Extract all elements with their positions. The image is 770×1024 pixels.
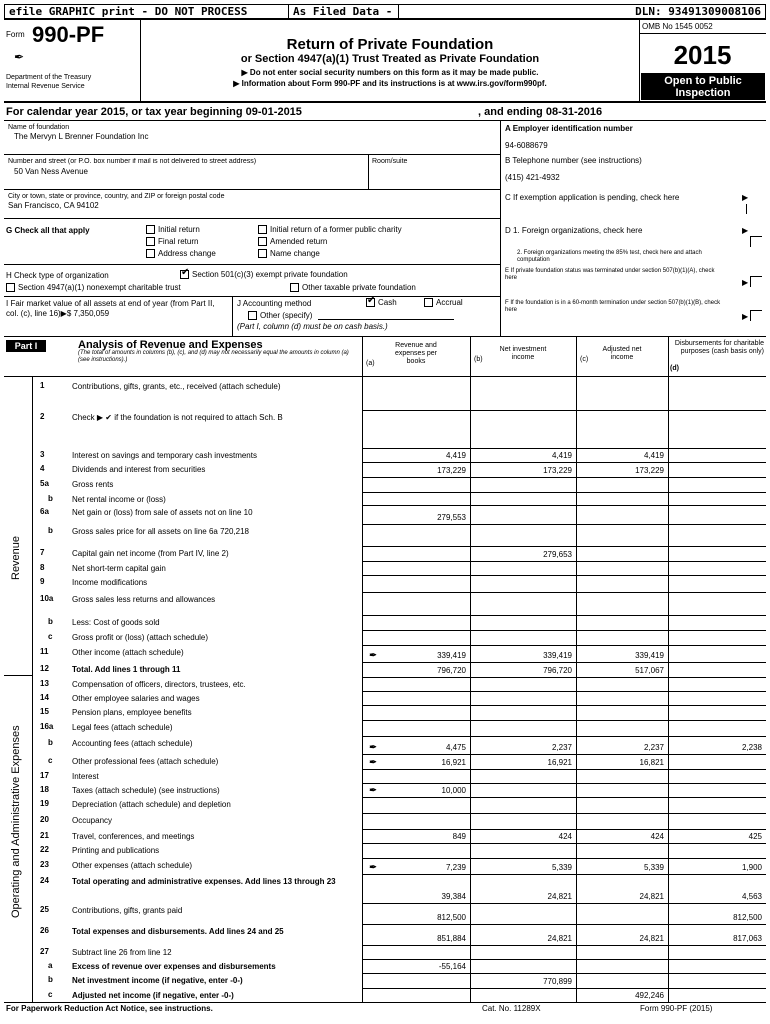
line-label: Accounting fees (attach schedule): [72, 739, 193, 748]
i-fair-market-value: I Fair market value of all assets at end of year (from Part II, col. (c), line 16)▶$ 7,350,059: [6, 299, 215, 318]
row-divider: [362, 645, 766, 646]
line-label: Pension plans, employee benefits: [72, 708, 192, 717]
form-subtitle: or Section 4947(a)(1) Trust Treated as Private Foundation: [240, 53, 540, 65]
line-label: Printing and publications: [72, 846, 160, 855]
checkbox[interactable]: [258, 249, 267, 258]
attach-schedule-icon[interactable]: ✒: [369, 785, 377, 795]
h-501c3[interactable]: ✔ Section 501(c)(3) exempt private foundation: [180, 270, 348, 279]
part1-note: (The total of amounts in columns (b), (c), and (d) may not necessarily equal the amounts in column (a) (see instructions).): [78, 350, 349, 363]
line-number: 10a: [40, 594, 54, 603]
h-other-taxable[interactable]: Other taxable private foundation: [290, 283, 416, 292]
j-cash[interactable]: ✔ Cash: [366, 298, 397, 307]
line-label: Capital gain net income (from Part IV, line 2): [72, 549, 229, 558]
line-label: Total operating and administrative expenses. Add lines 13 through 23: [72, 877, 336, 886]
f-label: F If the foundation is in a 60-month termination under section 507(b)(1)(B), check here: [505, 300, 721, 313]
row-divider: [362, 630, 766, 631]
row-divider: [362, 705, 766, 706]
row-divider: [362, 691, 766, 692]
checkbox[interactable]: [290, 283, 299, 292]
e-arrow-icon: ▶: [742, 278, 749, 287]
city-value: San Francisco, CA 94102: [8, 201, 99, 210]
amount-c: 5,339: [643, 863, 664, 872]
ein-label: A Employer identification number: [505, 124, 633, 133]
amount-a: 16,921: [441, 758, 466, 767]
g-initial-return[interactable]: Initial return: [146, 225, 200, 234]
g-amended-return[interactable]: Amended return: [258, 237, 327, 246]
row-divider: [362, 769, 766, 770]
line-number: 14: [40, 693, 49, 702]
footer-notice: For Paperwork Reduction Act Notice, see instructions.: [6, 1004, 213, 1013]
row-divider: [362, 492, 766, 493]
row-divider: [362, 988, 766, 989]
row-divider: [362, 561, 766, 562]
line-label: Depreciation (attach schedule) and depletion: [72, 800, 231, 809]
checkbox[interactable]: [146, 237, 155, 246]
year-ending: , and ending 08-31-2016: [478, 106, 603, 118]
line-label: Net investment income (if negative, enter -0-): [72, 976, 243, 985]
amount-a: 7,239: [445, 863, 466, 872]
row-divider: [362, 720, 766, 721]
g-address-change[interactable]: Address change: [146, 249, 216, 258]
line-number: 3: [40, 450, 45, 459]
line-label: Adjusted net income (if negative, enter -0-): [72, 991, 234, 1000]
line-label: Net gain or (loss) from sale of assets not on line 10: [72, 508, 253, 517]
open-inspection-badge: Open to Public Inspection: [641, 73, 765, 100]
city-label: City or town, state or province, country, and ZIP or foreign postal code: [8, 193, 225, 200]
row-divider: [362, 462, 766, 463]
row-divider: [362, 829, 766, 830]
row-divider: [362, 575, 766, 576]
amount-b: 424: [558, 832, 572, 841]
col-b-header: (b) Net investment income: [474, 346, 547, 363]
amount-b: 796,720: [543, 666, 572, 675]
line-number: 9: [40, 577, 45, 586]
amount-c: 517,067: [635, 666, 664, 675]
amount-d: 1,900: [741, 863, 762, 872]
j-label: J Accounting method: [237, 299, 312, 308]
amount-a: 173,229: [437, 466, 466, 475]
amount-b: 339,419: [543, 651, 572, 660]
line-label: Contributions, gifts, grants paid: [72, 906, 183, 915]
line-number: a: [48, 961, 53, 970]
row-divider: [362, 615, 766, 616]
row-divider: [362, 813, 766, 814]
form-prefix: Form: [6, 30, 25, 39]
line-label: Gross rents: [72, 480, 114, 489]
amount-a: 4,419: [445, 451, 466, 460]
dept-label: Department of the Treasury: [6, 74, 92, 81]
line-number: 8: [40, 563, 45, 572]
part1-title: Analysis of Revenue and Expenses: [78, 339, 263, 351]
phone-label: B Telephone number (see instructions): [505, 156, 642, 165]
amount-a: 10,000: [441, 786, 466, 795]
line-label: Travel, conferences, and meetings: [72, 832, 195, 841]
line-number: 20: [40, 815, 49, 824]
row-divider: [362, 677, 766, 678]
amount-a: 796,720: [437, 666, 466, 675]
line-number: c: [48, 990, 53, 999]
line-label: Net rental income or (loss): [72, 495, 166, 504]
h-4947[interactable]: Section 4947(a)(1) nonexempt charitable trust: [6, 283, 181, 292]
line-label: Interest: [72, 772, 99, 781]
amount-c: 492,246: [635, 991, 664, 1000]
efile-banner: [4, 4, 766, 19]
line-label: Interest on savings and temporary cash investments: [72, 451, 257, 460]
line-number: c: [48, 756, 53, 765]
amount-b: 2,237: [551, 743, 572, 752]
amount-c: 24,821: [639, 934, 664, 943]
row-divider: [362, 592, 766, 593]
part1-tag: Part I: [6, 340, 46, 352]
line-label: Other employee salaries and wages: [72, 694, 200, 703]
col-d-header: Disbursements for charitable purposes (cash basis only) (d): [670, 340, 764, 372]
row-divider: [362, 924, 766, 925]
line-number: b: [48, 617, 53, 626]
line-number: 27: [40, 947, 49, 956]
foundation-name: The Mervyn L Brenner Foundation Inc: [14, 132, 149, 141]
amount-c: 2,237: [643, 743, 664, 752]
line-number: b: [48, 738, 53, 747]
f-checkbox[interactable]: [750, 310, 762, 321]
f-arrow-icon: ▶: [742, 312, 749, 321]
line-number: c: [48, 632, 53, 641]
line-number: 26: [40, 926, 49, 935]
g-final-return[interactable]: Final return: [146, 237, 198, 246]
row-divider: [362, 858, 766, 859]
omb-number: OMB No 1545 0052: [642, 22, 713, 31]
amount-c: 24,821: [639, 892, 664, 901]
street-label: Number and street (or P.O. box number if mail is not delivered to street address): [8, 158, 257, 165]
row-divider: [362, 546, 766, 547]
row-divider: [362, 410, 766, 411]
c-arrow-icon: ▶: [742, 193, 749, 202]
d2-label: 2. Foreign organizations meeting the 85% test, check here and attach computation: [517, 250, 702, 263]
amount-a: 812,500: [437, 913, 466, 922]
amount-b: 279,653: [543, 550, 572, 559]
e-checkbox[interactable]: [750, 276, 762, 287]
checkbox[interactable]: [258, 237, 267, 246]
line-label: Other income (attach schedule): [72, 648, 184, 657]
amount-a: 39,384: [441, 892, 466, 901]
footer-form: Form 990-PF (2015): [640, 1004, 713, 1013]
c-label: C If exemption application is pending, check here: [505, 193, 680, 202]
efile-icon: ✒: [14, 50, 25, 64]
line-label: Other professional fees (attach schedule): [72, 757, 219, 766]
amount-a: 279,553: [437, 513, 466, 522]
row-divider: [362, 736, 766, 737]
line-number: 2: [40, 412, 45, 421]
row-divider: [362, 797, 766, 798]
form-number: 990-PF: [32, 22, 105, 47]
amount-c: 4,419: [643, 451, 664, 460]
line-number: 12: [40, 664, 49, 673]
line-number: 21: [40, 831, 49, 840]
checkbox[interactable]: [6, 283, 15, 292]
h-label: H Check type of organization: [6, 271, 109, 280]
side-expenses: Operating and Administrative Expenses: [10, 725, 22, 918]
room-label: Room/suite: [372, 158, 408, 165]
line-label: Excess of revenue over expenses and disbursements: [72, 962, 276, 971]
form-title: Return of Private Foundation: [286, 36, 494, 53]
amount-b: 5,339: [551, 863, 572, 872]
line-number: b: [48, 526, 53, 535]
col-a-header: (a) Revenue and expenses per books: [366, 342, 438, 367]
checkbox[interactable]: [424, 298, 433, 307]
g-former-charity[interactable]: Initial return of a former public charity: [258, 225, 402, 234]
amount-d: 4,563: [741, 892, 762, 901]
line-number: 24: [40, 876, 49, 885]
line-label: Contributions, gifts, grants, etc., received (attach schedule): [72, 382, 281, 391]
line-label: Income modifications: [72, 578, 148, 587]
line-label: Gross sales less returns and allowances: [72, 595, 216, 604]
row-divider: [362, 505, 766, 506]
side-revenue: Revenue: [10, 535, 22, 580]
line-number: 7: [40, 548, 45, 557]
row-divider: [362, 754, 766, 755]
info-note: ▶ Information about Form 990-PF and its instructions is at www.irs.gov/form990pf.: [233, 79, 547, 88]
line-number: 18: [40, 785, 49, 794]
amount-d: 817,063: [733, 934, 762, 943]
line-number: 16a: [40, 722, 54, 731]
amount-a: 4,475: [445, 743, 466, 752]
ssn-note: ▶ Do not enter social security numbers on this form as it may be made public.: [241, 68, 539, 77]
g-name-change[interactable]: Name change: [258, 249, 320, 258]
checkbox[interactable]: [146, 249, 155, 258]
d1-arrow-icon: ▶: [742, 226, 749, 235]
g-label: G Check all that apply: [6, 226, 90, 235]
line-number: 23: [40, 860, 49, 869]
tax-year: 2015: [673, 40, 732, 70]
irs-label: Internal Revenue Service: [6, 83, 85, 90]
amount-b: 24,821: [547, 934, 572, 943]
filed-label: As Filed Data -: [289, 5, 399, 18]
amount-c: 173,229: [635, 466, 664, 475]
row-divider: [362, 903, 766, 904]
line-label: Legal fees (attach schedule): [72, 723, 173, 732]
line-label: Compensation of officers, directors, trustees, etc.: [72, 680, 246, 689]
d1-label: D 1. Foreign organizations, check here: [505, 226, 643, 235]
attach-schedule-icon[interactable]: ✒: [369, 742, 377, 752]
line-label: Total. Add lines 1 through 11: [72, 665, 181, 674]
line-number: b: [48, 975, 53, 984]
line-number: 6a: [40, 507, 49, 516]
dln: DLN: 93491309008106: [635, 5, 761, 18]
line-number: 11: [40, 647, 49, 656]
checkbox-checked[interactable]: [180, 270, 189, 279]
j-other[interactable]: Other (specify): [248, 311, 312, 320]
checkbox-checked[interactable]: [366, 298, 375, 307]
line-label: Taxes (attach schedule) (see instructions): [72, 786, 220, 795]
amount-b: 24,821: [547, 892, 572, 901]
amount-d: 812,500: [733, 913, 762, 922]
row-divider: [362, 448, 766, 449]
col-c-header: (c) Adjusted net income: [580, 346, 642, 363]
amount-b: 173,229: [543, 466, 572, 475]
row-divider: [362, 662, 766, 663]
amount-a: 849: [452, 832, 466, 841]
amount-c: 339,419: [635, 651, 664, 660]
line-label: Less: Cost of goods sold: [72, 618, 160, 627]
efile-label: efile GRAPHIC print - DO NOT PROCESS: [5, 5, 289, 18]
line-number: 15: [40, 707, 49, 716]
amount-b: 4,419: [551, 451, 572, 460]
line-number: 4: [40, 464, 45, 473]
line-label: Check ▶ ✔ if the foundation is not required to attach Sch. B: [72, 413, 283, 422]
attach-schedule-icon[interactable]: ✒: [369, 862, 377, 872]
line-number: 5a: [40, 479, 49, 488]
line-number: 13: [40, 679, 49, 688]
attach-schedule-icon[interactable]: ✒: [369, 757, 377, 767]
amount-a: 339,419: [437, 651, 466, 660]
row-divider: [362, 945, 766, 946]
checkbox[interactable]: [248, 311, 257, 320]
row-divider: [362, 477, 766, 478]
amount-d: 2,238: [741, 743, 762, 752]
line-label: Other expenses (attach schedule): [72, 861, 193, 870]
line-label: Occupancy: [72, 816, 113, 825]
footer-cat: Cat. No. 11289X: [482, 1004, 541, 1013]
calendar-year: For calendar year 2015, or tax year beginning 09-01-2015: [6, 106, 302, 118]
row-divider: [362, 783, 766, 784]
attach-schedule-icon[interactable]: ✒: [369, 650, 377, 660]
row-divider: [362, 524, 766, 525]
line-number: 22: [40, 845, 49, 854]
j-note: (Part I, column (d) must be on cash basis.): [237, 322, 388, 331]
amount-c: 16,821: [639, 758, 664, 767]
row-divider: [362, 843, 766, 844]
amount-a: -55,164: [438, 962, 466, 971]
amount-a: 851,884: [437, 934, 466, 943]
ein-value: 94-6088679: [505, 141, 548, 150]
line-number: 1: [40, 381, 45, 390]
checkbox[interactable]: [258, 225, 267, 234]
line-number: b: [48, 494, 53, 503]
line-label: Total expenses and disbursements. Add lines 24 and 25: [72, 927, 284, 936]
line-label: Subtract line 26 from line 12: [72, 948, 172, 957]
row-divider: [362, 874, 766, 875]
street-value: 50 Van Ness Avenue: [14, 167, 88, 176]
amount-d: 425: [748, 832, 762, 841]
amount-b: 16,921: [547, 758, 572, 767]
line-number: 25: [40, 905, 49, 914]
line-label: Net short-term capital gain: [72, 564, 166, 573]
e-label: E If private foundation status was terminated under section 507(b)(1)(A), check here: [505, 268, 715, 281]
row-divider: [362, 959, 766, 960]
checkbox[interactable]: [146, 225, 155, 234]
line-label: Gross sales price for all assets on line 6a 720,218: [72, 527, 249, 536]
line-number: 17: [40, 771, 49, 780]
j-accrual[interactable]: Accrual: [424, 298, 463, 307]
amount-c: 424: [650, 832, 664, 841]
line-label: Gross profit or (loss) (attach schedule): [72, 633, 209, 642]
name-label: Name of foundation: [8, 124, 70, 131]
line-number: 19: [40, 799, 49, 808]
amount-b: 770,899: [543, 977, 572, 986]
d1-checkbox[interactable]: [750, 236, 762, 247]
row-divider: [362, 973, 766, 974]
phone-value: (415) 421-4932: [505, 173, 560, 182]
line-label: Dividends and interest from securities: [72, 465, 206, 474]
